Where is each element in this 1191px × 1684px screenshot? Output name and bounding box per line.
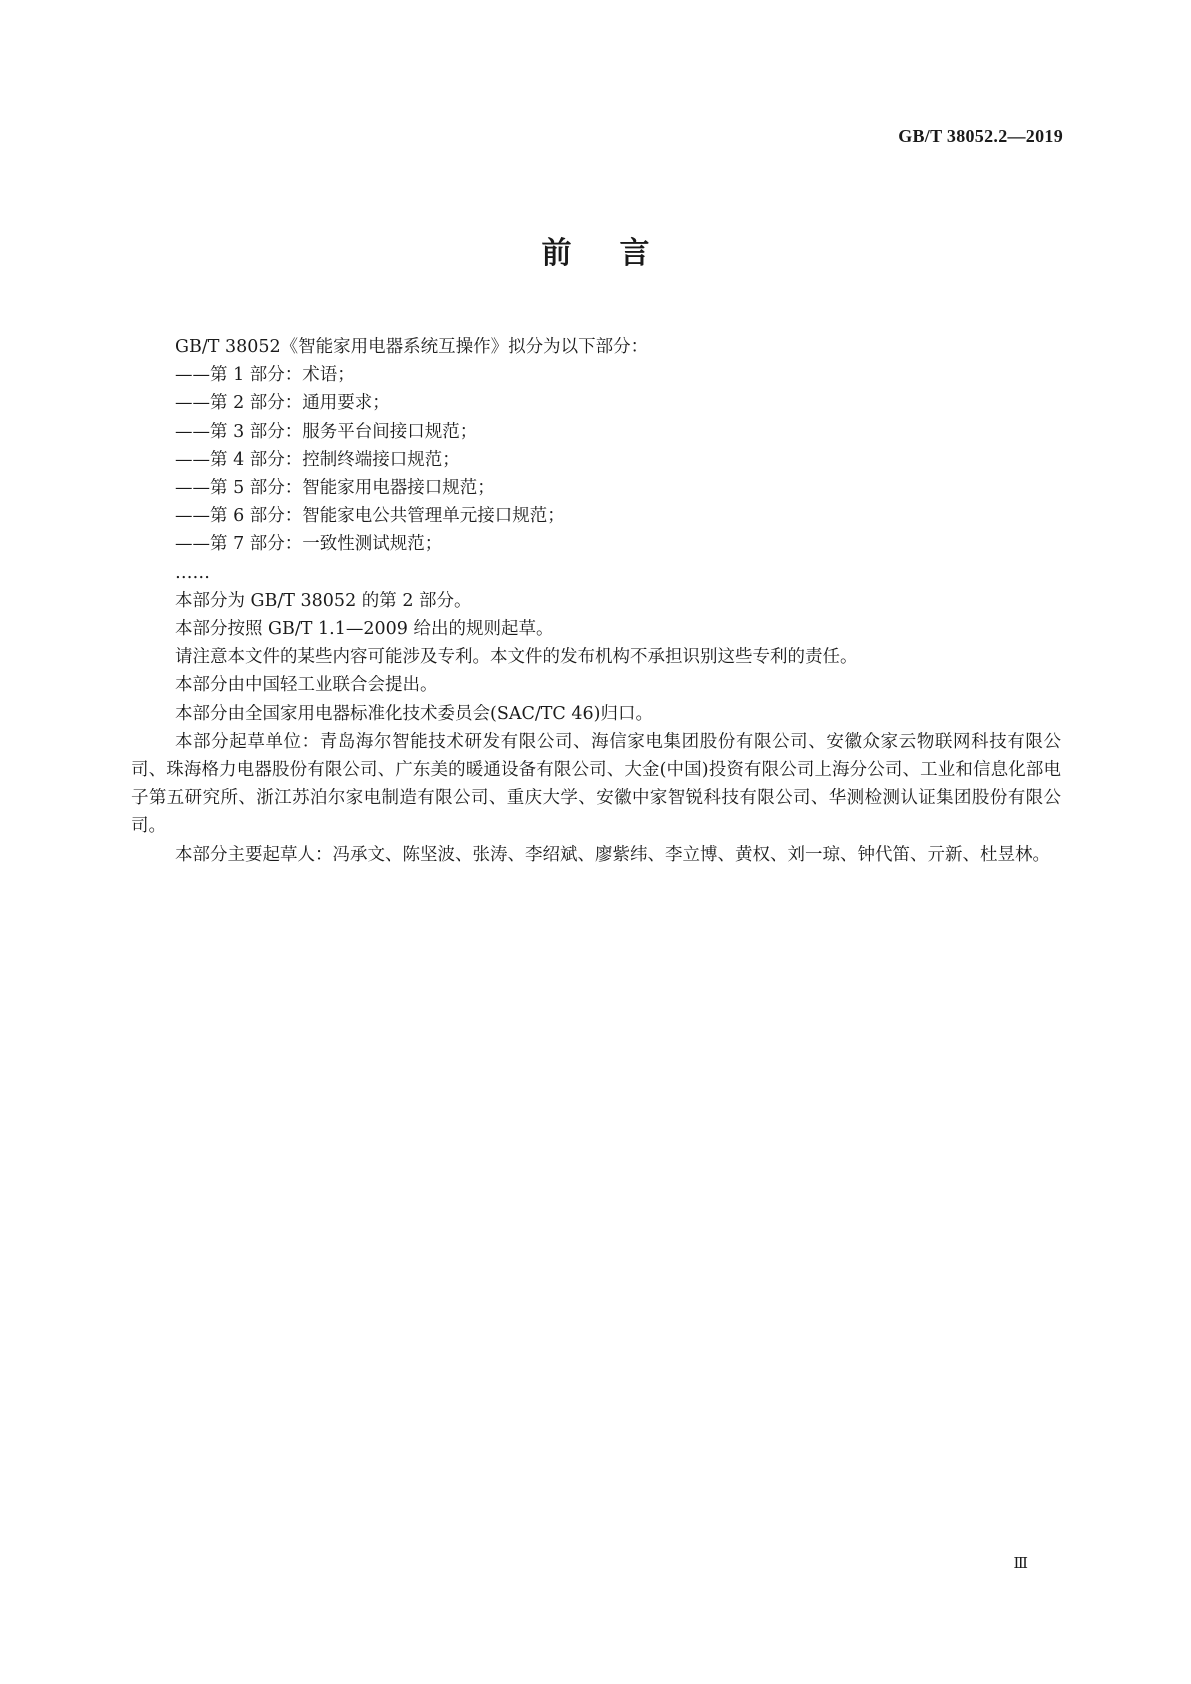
drafting-units-paragraph: 本部分起草单位：青岛海尔智能技术研发有限公司、海信家电集团股份有限公司、安徽众家云物联网科技有限公司、珠海格力电器股份有限公司、广东美的暖通设备有限公司、大金(中国)投资有限公司上海分公司、工业和信息化部电子第五研究所、浙江苏泊尔家电制造有限公司、重庆大学、安徽中家智锐科技有限公司、华测检测认证集团股份有限公司。 — [131, 731, 1061, 837]
list-item-part-3: ——第 3 部分：服务平台间接口规范； — [175, 421, 478, 442]
standard-code-header: GB/T 38052.2—2019 — [898, 126, 1063, 146]
foreword-body — [131, 333, 1061, 869]
patent-notice-paragraph: 请注意本文件的某些内容可能涉及专利。本文件的发布机构不承担识别这些专利的责任。 — [175, 647, 858, 668]
page-title: 前言 — [541, 236, 698, 271]
intro-paragraph: GB/T 38052《智能家用电器系统互操作》拟分为以下部分： — [175, 337, 649, 357]
jurisdiction-paragraph: 本部分由全国家用电器标准化技术委员会(SAC/TC 46)归口。 — [175, 703, 653, 724]
drafting-rules-paragraph: 本部分按照 GB/T 1.1—2009 给出的规则起草。 — [175, 619, 554, 640]
list-item-part-4: ——第 4 部分：控制终端接口规范； — [175, 449, 460, 470]
list-item-part-2: ——第 2 部分：通用要求； — [175, 393, 390, 414]
proposed-by-paragraph: 本部分由中国轻工业联合会提出。 — [175, 675, 438, 696]
list-item-part-1: ——第 1 部分：术语； — [175, 365, 355, 386]
list-ellipsis: …… — [175, 562, 210, 583]
this-part-paragraph: 本部分为 GB/T 38052 的第 2 部分。 — [175, 590, 472, 611]
list-item-part-6: ——第 6 部分：智能家电公共管理单元接口规范； — [175, 506, 565, 527]
list-item-part-7: ——第 7 部分：一致性测试规范； — [175, 534, 443, 555]
page-number: Ⅲ — [1013, 1556, 1027, 1572]
list-item-part-5: ——第 5 部分：智能家用电器接口规范； — [175, 478, 495, 499]
main-drafters-paragraph: 本部分主要起草人：冯承文、陈坚波、张涛、李绍斌、廖紫纬、李立博、黄权、刘一琼、钟代笛、亓新、杜昱林。 — [175, 844, 1050, 865]
